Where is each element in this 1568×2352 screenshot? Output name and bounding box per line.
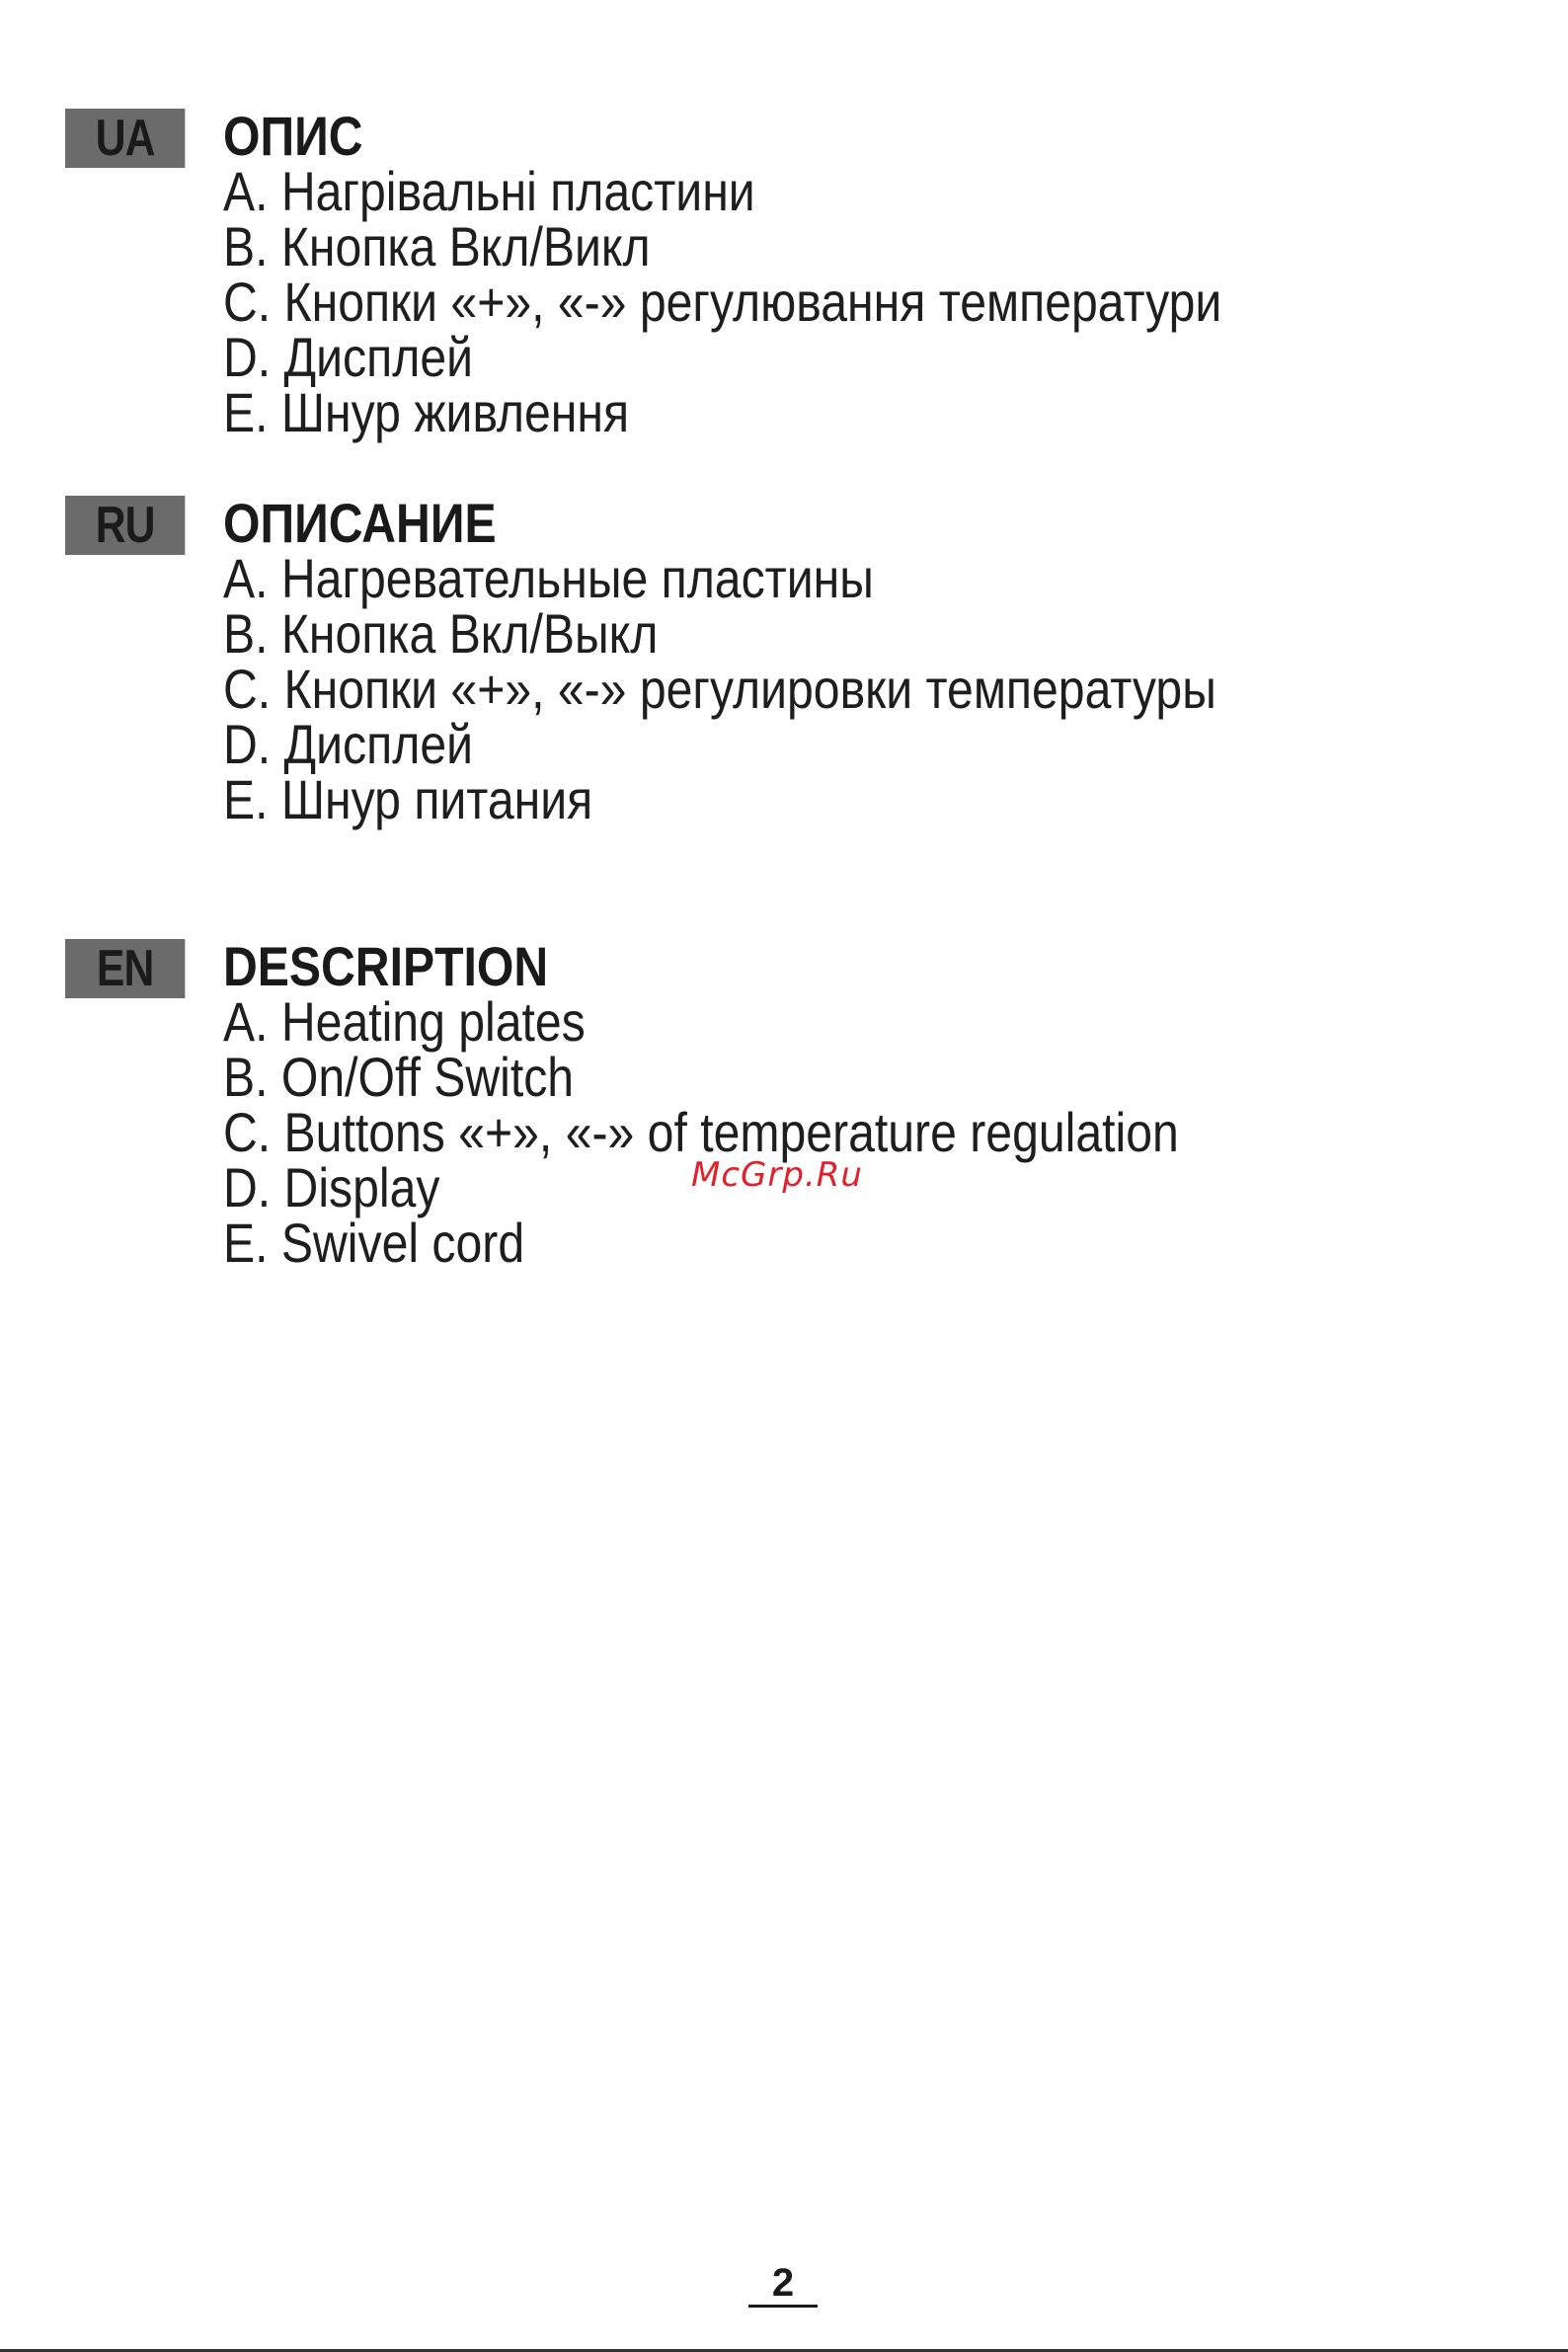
list-item: B. On/Off Switch — [223, 1046, 575, 1108]
section-title-ua: ОПИС — [223, 105, 363, 167]
list-item: D. Дисплей — [223, 326, 474, 388]
list-item: E. Шнур живлення — [223, 381, 630, 443]
lang-badge-en: EN — [65, 939, 185, 998]
item-list-ru — [223, 547, 1378, 830]
list-item: C. Кнопки «+», «-» регулювання температури — [223, 271, 1222, 333]
section-en-body — [223, 935, 1334, 1274]
list-item: A. Нагрівальні пластини — [223, 160, 755, 222]
lang-badge-ru: RU — [65, 496, 185, 555]
lang-badge-ua: UA — [65, 109, 185, 168]
list-item: E. Swivel cord — [223, 1212, 525, 1274]
item-list-en — [223, 990, 1334, 1274]
list-item: E. Шнур питания — [223, 768, 593, 830]
section-ru-body — [223, 492, 1378, 830]
item-list-ua — [223, 160, 1384, 443]
section-title-en: DESCRIPTION — [223, 935, 549, 997]
section-ua-body — [223, 105, 1384, 443]
list-item: C. Кнопки «+», «-» регулировки температуры — [223, 658, 1216, 720]
list-item: D. Display — [223, 1156, 440, 1218]
page-number: 2 — [771, 2261, 795, 2305]
page-number-underline — [748, 2305, 818, 2308]
list-item: C. Buttons «+», «-» of temperature regulation — [223, 1101, 1179, 1163]
list-item: B. Кнопка Вкл/Викл — [223, 215, 651, 277]
section-title-ru: ОПИСАНИЕ — [223, 492, 497, 554]
list-item: D. Дисплей — [223, 713, 474, 775]
list-item: A. Heating plates — [223, 990, 586, 1053]
list-item: A. Нагревательные пластины — [223, 547, 874, 609]
list-item: B. Кнопка Вкл/Выкл — [223, 602, 659, 665]
watermark: McGrp.Ru — [691, 1155, 863, 1195]
